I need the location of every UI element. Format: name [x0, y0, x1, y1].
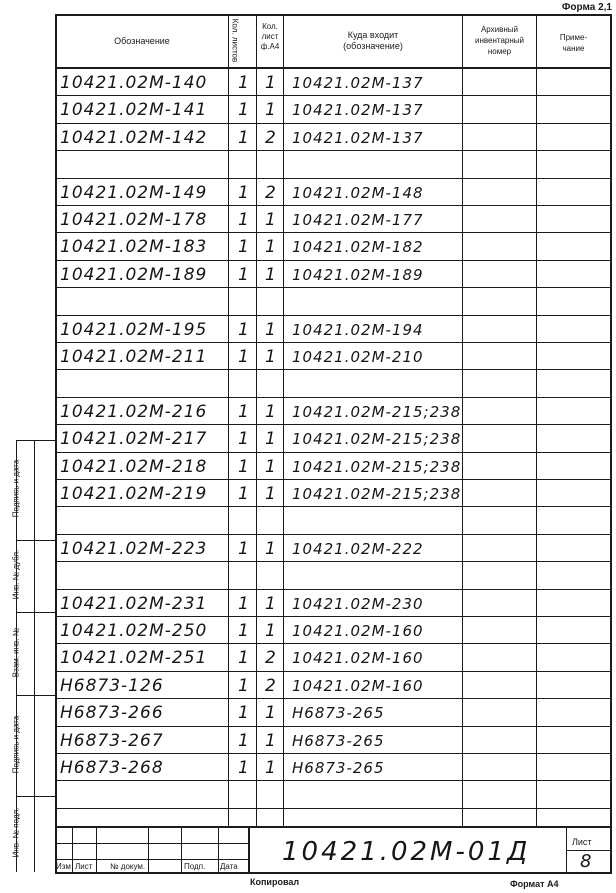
row-line — [55, 369, 611, 370]
title-block-line-2 — [55, 859, 248, 860]
cell-designation: H6873-126 — [60, 676, 164, 696]
cell-designation: H6873-268 — [60, 758, 164, 778]
tb-col-7 — [566, 826, 567, 873]
row-line — [55, 643, 611, 644]
header-bottom-line — [55, 67, 611, 69]
row-line — [55, 178, 611, 179]
side-label-podpis-2: Подпись и дата — [11, 715, 21, 774]
tb-col-4 — [181, 826, 182, 873]
cell-where: 10421.02M-137 — [292, 101, 424, 119]
row-line — [55, 150, 611, 151]
side-strip-mid — [34, 440, 35, 872]
cell-where: 10421.02M-210 — [292, 348, 424, 366]
header-where-used: Куда входит (обозначение) — [343, 30, 403, 51]
row-line — [55, 232, 611, 233]
cell-a4: 1 — [265, 731, 277, 751]
cell-designation: 10421.02M-251 — [60, 648, 208, 668]
cell-a4: 1 — [265, 265, 277, 285]
col-line-2 — [256, 14, 257, 826]
side-line-4 — [16, 695, 55, 696]
form-label: Форма 2,1 — [561, 2, 612, 13]
side-line-2 — [16, 540, 55, 541]
cell-a4: 1 — [265, 758, 277, 778]
cell-a4: 1 — [265, 539, 277, 559]
cell-where: 10421.02M-215;238 — [292, 485, 462, 503]
tb-list: Лист — [75, 862, 93, 871]
title-block-top — [55, 826, 611, 828]
cell-designation: 10421.02M-141 — [60, 100, 208, 120]
cell-a4: 1 — [265, 73, 277, 93]
frame-bottom — [55, 872, 612, 874]
header-archive: Архивный инвентарный номер — [474, 25, 525, 56]
cell-sheets: 1 — [238, 621, 250, 641]
cell-sheets: 1 — [238, 347, 250, 367]
cell-sheets: 1 — [238, 183, 250, 203]
tb-list-number: 8 — [580, 851, 593, 872]
row-line — [55, 616, 611, 617]
cell-designation: 10421.02M-217 — [60, 429, 208, 449]
cell-designation: 10421.02M-149 — [60, 183, 208, 203]
tb-col-6 — [248, 826, 250, 873]
header-designation: Обозначение — [114, 36, 170, 46]
cell-sheets: 1 — [238, 320, 250, 340]
tb-izm: Изм — [56, 862, 71, 871]
cell-where: 10421.02M-215;238 — [292, 430, 462, 448]
cell-where: 10421.02M-148 — [292, 184, 424, 202]
cell-designation: 10421.02M-218 — [60, 457, 208, 477]
col-line-5 — [536, 14, 537, 826]
header-a4: Кол. лист ф.А4 — [260, 22, 280, 51]
cell-a4: 1 — [265, 237, 277, 257]
tb-list-label: Лист — [572, 837, 592, 847]
cell-where: 10421.02M-215;238 — [292, 458, 462, 476]
cell-designation: 10421.02M-178 — [60, 210, 208, 230]
cell-designation: 10421.02M-211 — [60, 347, 208, 367]
frame-right — [610, 14, 612, 873]
row-line — [55, 205, 611, 206]
cell-sheets: 1 — [238, 731, 250, 751]
footer-copied: Копировал — [250, 877, 300, 887]
frame-top — [55, 14, 611, 16]
cell-a4: 2 — [265, 676, 277, 696]
header-note: Приме- чание — [559, 33, 588, 53]
cell-where: 10421.02M-177 — [292, 211, 424, 229]
cell-a4: 1 — [265, 621, 277, 641]
cell-designation: H6873-266 — [60, 703, 164, 723]
col-line-3 — [283, 14, 284, 826]
cell-a4: 1 — [265, 594, 277, 614]
side-label-inv-dubl: Инв. № дубл. — [11, 549, 21, 600]
cell-a4: 1 — [265, 210, 277, 230]
row-line — [55, 589, 611, 590]
frame-left — [55, 14, 57, 873]
col-line-4 — [462, 14, 463, 826]
cell-where: 10421.02M-194 — [292, 321, 424, 339]
side-label-inv-podl: Инв. № подл. — [11, 807, 21, 858]
row-line — [55, 342, 611, 343]
cell-a4: 1 — [265, 703, 277, 723]
side-label-podpis-1: Подпись и дата — [11, 459, 21, 518]
cell-a4: 2 — [265, 183, 277, 203]
cell-sheets: 1 — [238, 594, 250, 614]
row-line — [55, 808, 611, 809]
cell-a4: 1 — [265, 402, 277, 422]
cell-sheets: 1 — [238, 210, 250, 230]
title-block-line-1 — [55, 843, 248, 844]
row-line — [55, 287, 611, 288]
side-line-3 — [16, 612, 55, 613]
cell-designation: 10421.02M-250 — [60, 621, 208, 641]
row-line — [55, 698, 611, 699]
cell-a4: 1 — [265, 457, 277, 477]
cell-sheets: 1 — [238, 758, 250, 778]
tb-col-3 — [148, 826, 149, 873]
header-sheets: Кол. листов — [230, 18, 240, 63]
row-line — [55, 671, 611, 672]
cell-where: 10421.02M-137 — [292, 74, 424, 92]
cell-where: 10421.02M-160 — [292, 622, 424, 640]
cell-a4: 2 — [265, 128, 277, 148]
cell-a4: 1 — [265, 320, 277, 340]
tb-podp: Подп. — [184, 862, 206, 871]
cell-a4: 1 — [265, 484, 277, 504]
cell-designation: 10421.02M-140 — [60, 73, 208, 93]
cell-where: 10421.02M-215;238 — [292, 403, 462, 421]
cell-sheets: 1 — [238, 429, 250, 449]
cell-where: H6873-265 — [292, 732, 385, 750]
row-line — [55, 424, 611, 425]
cell-sheets: 1 — [238, 237, 250, 257]
cell-sheets: 1 — [238, 73, 250, 93]
row-line — [55, 780, 611, 781]
side-label-vzam: Взам. инв. № — [11, 627, 21, 678]
tb-data: Дата — [220, 862, 238, 871]
cell-where: 10421.02M-137 — [292, 129, 424, 147]
cell-a4: 1 — [265, 347, 277, 367]
cell-a4: 1 — [265, 429, 277, 449]
tb-designation: 10421.02M-01Д — [282, 837, 531, 867]
cell-where: 10421.02M-160 — [292, 677, 424, 695]
row-line — [55, 95, 611, 96]
cell-sheets: 1 — [238, 457, 250, 477]
cell-where: 10421.02M-160 — [292, 649, 424, 667]
row-line — [55, 753, 611, 754]
cell-designation: 10421.02M-142 — [60, 128, 208, 148]
cell-where: H6873-265 — [292, 759, 385, 777]
tb-doc-no: № докум. — [110, 862, 146, 871]
row-line — [55, 397, 611, 398]
cell-where: 10421.02M-230 — [292, 595, 424, 613]
row-line — [55, 452, 611, 453]
row-line — [55, 479, 611, 480]
cell-designation: 10421.02M-183 — [60, 237, 208, 257]
cell-where: 10421.02M-182 — [292, 238, 424, 256]
cell-sheets: 1 — [238, 676, 250, 696]
cell-designation: 10421.02M-189 — [60, 265, 208, 285]
row-line — [55, 506, 611, 507]
tb-col-5 — [218, 826, 219, 873]
cell-designation: H6873-267 — [60, 731, 164, 751]
row-line — [55, 534, 611, 535]
row-line — [55, 726, 611, 727]
tb-col-2 — [96, 826, 97, 873]
col-line-1 — [228, 14, 229, 826]
row-line — [55, 315, 611, 316]
footer-format: Формат А4 — [510, 879, 559, 889]
cell-sheets: 1 — [238, 648, 250, 668]
cell-a4: 2 — [265, 648, 277, 668]
cell-sheets: 1 — [238, 100, 250, 120]
cell-designation: 10421.02M-216 — [60, 402, 208, 422]
cell-designation: 10421.02M-231 — [60, 594, 208, 614]
cell-sheets: 1 — [238, 703, 250, 723]
cell-sheets: 1 — [238, 128, 250, 148]
cell-designation: 10421.02M-195 — [60, 320, 208, 340]
cell-a4: 1 — [265, 100, 277, 120]
cell-designation: 10421.02M-219 — [60, 484, 208, 504]
cell-sheets: 1 — [238, 265, 250, 285]
row-line — [55, 260, 611, 261]
row-line — [55, 561, 611, 562]
row-line — [55, 123, 611, 124]
tb-col-1 — [72, 826, 73, 873]
side-line-1 — [16, 440, 55, 441]
cell-sheets: 1 — [238, 402, 250, 422]
cell-where: 10421.02M-189 — [292, 266, 424, 284]
cell-sheets: 1 — [238, 539, 250, 559]
cell-where: H6873-265 — [292, 704, 385, 722]
cell-where: 10421.02M-222 — [292, 540, 424, 558]
cell-designation: 10421.02M-223 — [60, 539, 208, 559]
side-line-5 — [16, 796, 55, 797]
cell-sheets: 1 — [238, 484, 250, 504]
